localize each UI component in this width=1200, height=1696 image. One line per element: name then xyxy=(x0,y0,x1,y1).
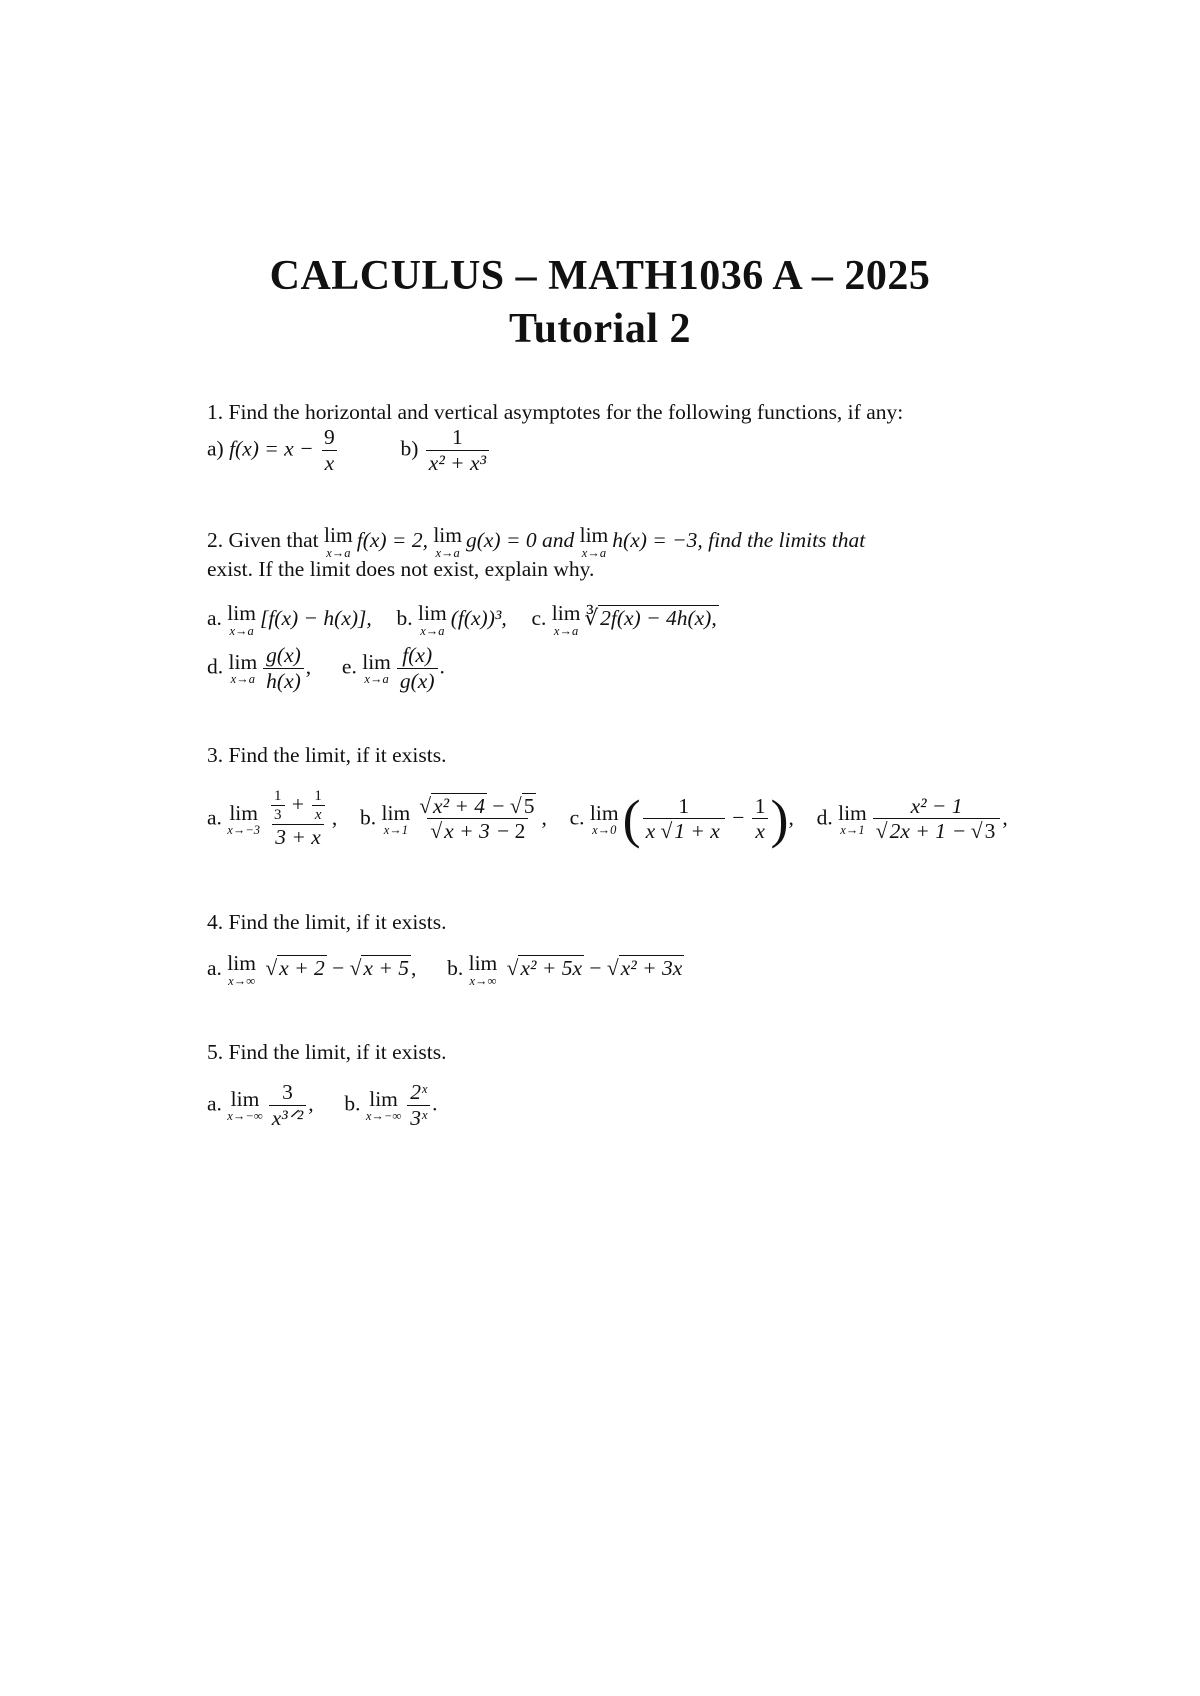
q4a-label: a. xyxy=(207,955,222,980)
q2c-lim: lim x→a xyxy=(551,601,581,638)
q3b-fraction: $\frac{\text{√x² + 4 − √5}}{√x + 3 - 2}$ xyxy=(419,793,535,844)
q4b-rad-2: x² + 3x xyxy=(620,955,683,980)
q2d-label: d. xyxy=(207,654,224,679)
q4b-label: b. xyxy=(447,955,464,980)
q2-g-condition: g(x) = 0 and xyxy=(465,527,575,552)
q5a-label: a. xyxy=(207,1091,222,1116)
question-2-prompt xyxy=(207,524,865,560)
question-2-prompt-cont: exist. If the limit does not exist, explain why. xyxy=(207,557,595,581)
q2-f-condition: f(x) = 2, xyxy=(356,527,428,552)
q2-lim-g: lim x→a xyxy=(433,523,462,560)
q2a-lim: lim x→a xyxy=(227,601,256,638)
q3a-lim: lim x→−3 xyxy=(227,800,261,838)
question-4-prompt: 4. Find the limit, if it exists. xyxy=(207,910,447,934)
q1b-fraction xyxy=(426,425,489,477)
question-1-parts xyxy=(207,425,491,477)
q3-row: a. lim x→−3 $\frac{1}{3}$ + $\frac{1}{x}$ 3 + x , b. lim x→1 $\frac{\text{√x² + 4 − √5}}{√x + 3 - 2}$ , c. lim x→0 ( $\frac{1}{x √1 + x}$ − $\frac{1}{x}$ ), d. lim x→1 $\frac{\text{x² − 1}}{√2x + 1 - √3}$ , xyxy=(207,788,1008,850)
q2b-label: b. xyxy=(396,605,413,630)
q4-row: a. lim x→∞ √x + 2 − √x + 5, b. lim x→∞ √x² + 5x − √x² + 3x xyxy=(207,951,683,988)
q3c-label: c. xyxy=(569,805,585,830)
q2a-expr: [f(x) − h(x)], xyxy=(259,605,372,630)
q2-intro: 2. Given that xyxy=(207,527,319,552)
q2c-label: c. xyxy=(531,605,547,630)
q4a-rad-1: x + 2 xyxy=(279,955,325,980)
q1a-numerator: 9 xyxy=(323,425,335,449)
page-title: CALCULUS – MATH1036 A – 2025 xyxy=(269,253,931,299)
q3a-label: a. xyxy=(207,805,222,830)
q3c-fraction-1: $\frac{1}{x √1 + x}$ xyxy=(643,794,725,846)
q3a-fraction: $\frac{1}{3}$ + $\frac{1}{x}$ 3 + x xyxy=(266,788,330,851)
question-1-prompt: 1. Find the horizontal and vertical asymptotes for the following functions, if any: xyxy=(207,400,904,424)
q2b-lim: lim x→a xyxy=(418,601,447,638)
q2-row-2: d. lim x→a $\frac{g(x)}{h(x)}$ , e. lim x→a $\frac{f(x)}{g(x)}$ . xyxy=(207,643,445,693)
question-5-prompt: 5. Find the limit, if it exists. xyxy=(207,1040,447,1064)
q2-h-condition: h(x) = −3, find the limits that xyxy=(612,527,866,552)
q3b-lim: lim x→1 xyxy=(381,800,411,838)
page-subtitle: Tutorial 2 xyxy=(509,306,691,352)
q5b-lim: lim x→−∞ xyxy=(365,1086,402,1124)
q3d-lim: lim x→1 xyxy=(838,800,867,838)
q4b-lim: lim x→∞ xyxy=(468,951,498,988)
q2c-root: ∛ xyxy=(584,605,599,630)
q2c-expr: 2f(x) − 4h(x), xyxy=(600,605,717,630)
q1a-denominator: x xyxy=(322,450,338,477)
q1a-label: a) xyxy=(207,436,224,461)
q2-row-1 xyxy=(207,602,719,638)
q4a-rad-2: x + 5 xyxy=(363,955,409,980)
q2-lim-f: lim x→a xyxy=(324,523,353,560)
q3c-lim: lim x→0 xyxy=(589,800,619,838)
q2-lim-h: lim x→a xyxy=(579,523,609,560)
q1b-denominator: x² + x³ xyxy=(426,450,489,477)
q5b-label: b. xyxy=(344,1091,361,1116)
q5b-fraction: $\frac{\text{2ˣ}}{\text{3ˣ}}$ xyxy=(407,1080,430,1132)
q2e-lim: lim x→a xyxy=(362,649,391,687)
q5-row: a. lim x→−∞ $\frac{3}{\text{x³ᐟ²}}$ , b. lim x→−∞ $\frac{\text{2ˣ}}{\text{3ˣ}}$ . xyxy=(207,1080,438,1130)
q1b-numerator: 1 xyxy=(452,425,463,449)
q2d-lim: lim x→a xyxy=(228,649,258,687)
q3d-fraction: $\frac{\text{x² − 1}}{√2x + 1 - √3}$ xyxy=(873,794,1001,846)
question-3-prompt: 3. Find the limit, if it exists. xyxy=(207,743,447,767)
q2b-expr: (f(x))³, xyxy=(450,605,507,630)
q4a-lim: lim x→∞ xyxy=(227,951,256,988)
q3d-label: d. xyxy=(816,805,833,830)
q1a-expr: f(x) = x − xyxy=(229,436,314,461)
q3b-label: b. xyxy=(360,805,377,830)
q4b-rad-1: x² + 5x xyxy=(520,955,583,980)
q5a-fraction: $\frac{3}{\text{x³ᐟ²}}$ xyxy=(269,1080,307,1132)
q1b-label: b) xyxy=(400,436,419,461)
q2e-fraction: $\frac{f(x)}{g(x)}$ xyxy=(397,643,438,695)
q2e-label: e. xyxy=(341,654,357,679)
q3c-fraction-2: $\frac{1}{x}$ xyxy=(752,794,769,846)
q2d-fraction: $\frac{g(x)}{h(x)}$ xyxy=(263,643,304,695)
q1a-fraction xyxy=(321,425,338,477)
q5a-lim: lim x→−∞ xyxy=(227,1086,263,1124)
q2a-label: a. xyxy=(207,605,222,630)
